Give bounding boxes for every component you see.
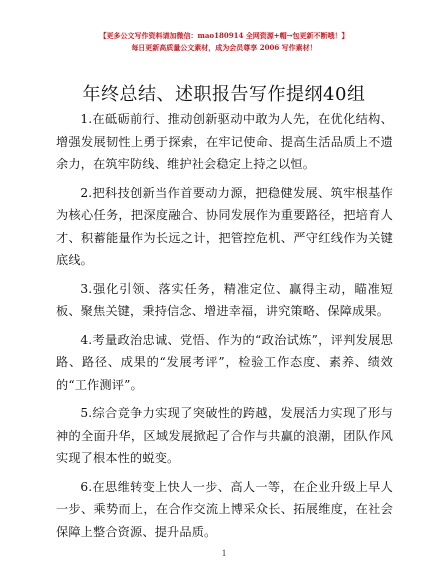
document-title: 年终总结、述职报告写作提纲40组	[82, 84, 366, 105]
promo-banner-line-1: 【更多公文写作资料请加微信：mao180914 全网资源+帽→包更新不断哦！】	[99, 31, 349, 40]
document-body	[56, 108, 393, 549]
paragraph-1: 1.在砥砺前行、推动创新驱动中敢为人先，在优化结构、增强发展韧性上勇于探索，在牢记使命、提高生活品质上不遗余力，在筑牢防线、维护社会稳定上持之以恒。	[56, 112, 393, 171]
page-number: 1	[221, 548, 227, 558]
paragraph-5: 5.综合竞争力实现了突破性的跨越，发展活力实现了形与神的全面升华，区域发展掀起了合作与共赢的浪潮，团队作风实现了根本性的蜕变。	[56, 406, 393, 465]
paragraph-6: 6.在思维转变上快人一步、高人一等，在企业升级上早人一步、乘势而上，在合作交流上博采众长、拓展维度，在社会保障上整合资源、提升品质。	[56, 479, 393, 539]
promo-banner-line-2: 每日更新高质量公文素材，成为会员尊享 2006 写作素材！	[131, 43, 317, 52]
promo-banner	[0, 30, 448, 54]
paragraph-4: 4.考量政治忠诚、党悟、作为的“政治试炼”，评判发展思路、路径、成果的“发展考评”，检验工作态度、素养、绩效的“工作测评”。	[56, 332, 393, 392]
paragraph-3: 3.强化引领、落实任务，精准定位、赢得主动，瞄准短板、聚焦关键，秉持信念、增进幸福，讲究策略、保障成果。	[56, 281, 393, 318]
paragraph-2: 2.把科技创新当作首要动力源，把稳健发展、筑牢根基作为核心任务，把深度融合、协同发展作为重要路径，把培育人才、积蓄能量作为长远之计，把管控危机、严守红线作为关键底线。	[56, 185, 393, 267]
